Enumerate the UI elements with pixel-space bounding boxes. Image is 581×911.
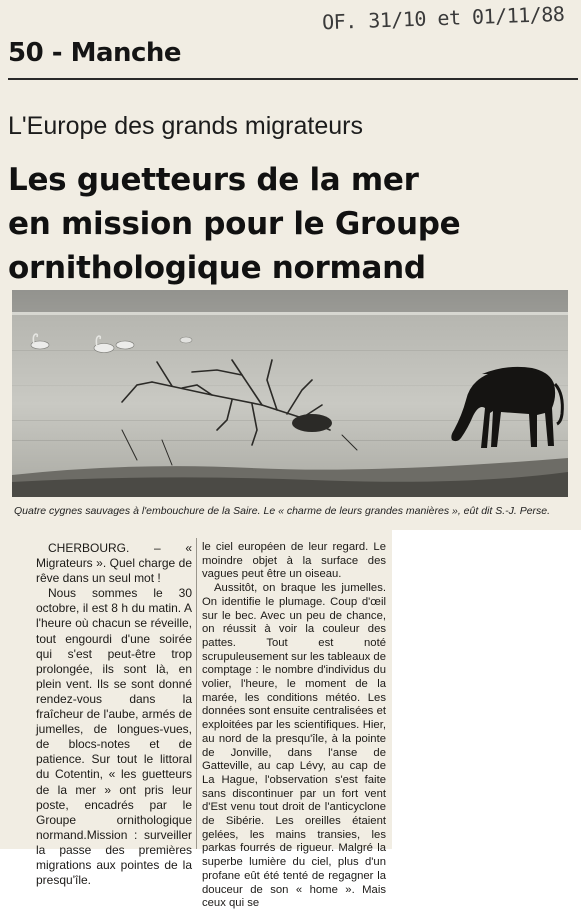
headline-line: ornithologique normand (8, 250, 426, 286)
headline-line: Les guetteurs de la mer (8, 162, 419, 198)
paragraph: Nous sommes le 30 octobre, il est 8 h du matin. A l'heure où chacun se réveille, tout engourdi d'une soirée qui s'est peut-être trop prolongée, ils sont là, en plein vent. Ils se sont donné rendez-vous dans la fraîcheur de l'aube, armés de jumelles, de longues-vues, de blocs-notes et de patience. Sur tout le littoral du Cotentin, « les guetteurs de la mer » ont pris leur poste, encadrés par le Groupe ornithologique normand.Mission : surveiller la passe des premières migrations aux pointes de la presqu'île. (36, 586, 192, 888)
headline-line: en mission pour le Groupe (8, 206, 461, 242)
photo-caption: Quatre cygnes sauvages à l'embouchure de la Saire. Le « charme de leurs grandes manières », eût dit S.-J. Perse. (14, 505, 551, 517)
article-headline (8, 158, 548, 290)
article-column-right (202, 541, 386, 910)
header-rule (8, 78, 578, 80)
estuary-photo (12, 290, 568, 497)
paragraph: Aussitôt, on braque les jumelles. On identifie le plumage. Coup d'œil sur le bec. Avec un peu de chance, on réussit à voir la couleur des pattes. Tout est noté scrupuleusement sur les tableaux de comptage : le nombre d'individus du volier, l'heure, le moment de la marée, les conditions météo. Les données sont ensuite centralisées et exploitées par les scientifiques. Hier, au nord de la presqu'île, à la pointe de Jonville, dans l'anse de Gatteville, au cap Lévy, au cap de La Hague, l'observation s'est faite sans discontinuer par un fort vent d'Est venu tout droit de l'anticyclone de Sibérie. Les oreilles étaient gelées, les mains transies, les parkas fourrés de rigueur. Malgré la superbe lumière du ciel, plus d'un profane eût été tenté de regagner la douceur de son « home ». Mais ceux qui se (202, 582, 386, 910)
section-header: 50 - Manche (8, 38, 182, 68)
paragraph: le ciel européen de leur regard. Le moindre objet à la surface des vagues peut être un oiseau. (202, 541, 386, 581)
column-divider (196, 538, 197, 849)
handwritten-date: OF. 31/10 et 01/11/88 (321, 1, 565, 35)
article-kicker: L'Europe des grands migrateurs (8, 112, 363, 140)
article-photo (12, 290, 568, 497)
clipping-cutout-edge (392, 530, 581, 849)
article-column-left (36, 541, 192, 888)
paragraph: CHERBOURG. – « Migrateurs ». Quel charge de rêve dans un seul mot ! (36, 541, 192, 586)
